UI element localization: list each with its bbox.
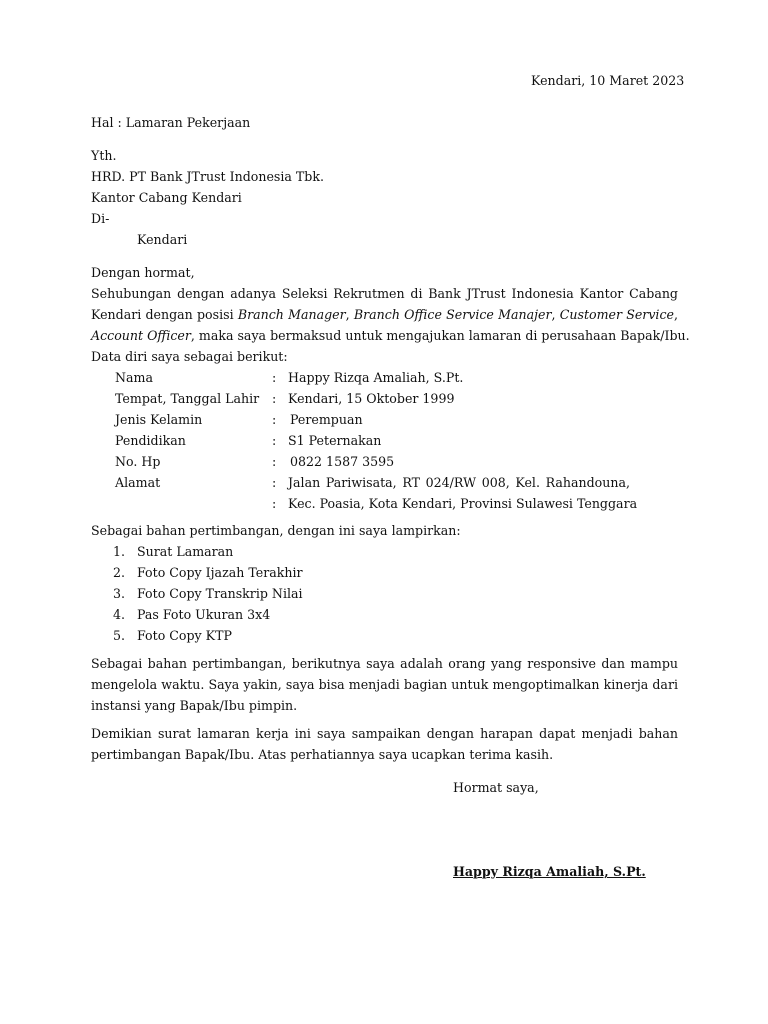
place-date: Kendari, 10 Maret 2023 [531, 73, 685, 88]
list-item: Pas Foto Ukuran 3x4 [137, 607, 271, 622]
personal-label: No. Hp [115, 454, 161, 469]
intro-suffix: , maka saya bermaksud untuk mengajukan lamaran di perusahaan Bapak/Ibu. [190, 328, 690, 343]
personal-label: Tempat, Tanggal Lahir [115, 391, 260, 406]
separator: , [673, 307, 678, 322]
list-item: Foto Copy Transkrip Nilai [137, 586, 303, 601]
personal-colon: : [272, 433, 277, 448]
list-number: 3. [113, 586, 126, 601]
recipient-city: Kendari [137, 232, 188, 247]
para2-line1: Sebagai bahan pertimbangan, berikutnya saya adalah orang yang responsive dan mampu [91, 656, 678, 671]
list-item: Foto Copy Ijazah Terakhir [137, 565, 303, 580]
recipient-yth: Yth. [91, 148, 117, 163]
personal-label: Jenis Kelamin [115, 412, 203, 427]
attach-intro: Sebagai bahan pertimbangan, dengan ini saya lampirkan: [91, 523, 461, 538]
list-number: 2. [113, 565, 126, 580]
list-number: 4. [113, 607, 126, 622]
recipient-line3: Di- [91, 211, 110, 226]
personal-colon: : [272, 370, 277, 385]
personal-colon: : [272, 454, 277, 469]
para2-line2: mengelola waktu. Saya yakin, saya bisa menjadi bagian untuk mengoptimalkan kinerja dari [91, 677, 678, 692]
personal-value: Kendari, 15 Oktober 1999 [288, 391, 455, 406]
intro-prefix: Kendari dengan posisi [91, 307, 238, 322]
list-item: Surat Lamaran [137, 544, 234, 559]
position-customer-service: Customer Service [559, 307, 674, 322]
list-item: Foto Copy KTP [137, 628, 232, 643]
subject-line: Hal : Lamaran Pekerjaan [91, 115, 251, 130]
closing: Hormat saya, [453, 780, 539, 795]
position-account-officer: Account Officer [91, 328, 191, 343]
intro-line3 [91, 328, 690, 344]
greeting: Dengan hormat, [91, 265, 195, 280]
personal-value: S1 Peternakan [288, 433, 382, 448]
signature-name: Happy Rizqa Amaliah, S.Pt. [453, 864, 646, 879]
position-branch-manager: Branch Manager [237, 307, 346, 322]
separator: , [551, 307, 560, 322]
intro-line2 [91, 307, 678, 323]
recipient-line1: HRD. PT Bank JTrust Indonesia Tbk. [91, 169, 325, 184]
personal-label: Nama [115, 370, 153, 385]
personal-value: Happy Rizqa Amaliah, S.Pt. [288, 370, 464, 385]
list-number: 1. [113, 544, 126, 559]
para3-line1: Demikian surat lamaran kerja ini saya sampaikan dengan harapan dapat menjadi bahan [91, 726, 678, 741]
intro-line1: Sehubungan dengan adanya Seleksi Rekrutmen di Bank JTrust Indonesia Kantor Cabang [91, 286, 678, 301]
personal-label: Alamat [115, 475, 161, 490]
personal-value: Kec. Poasia, Kota Kendari, Provinsi Sulawesi Tenggara [288, 496, 638, 511]
personal-value: Perempuan [290, 412, 363, 427]
para3-line2: pertimbangan Bapak/Ibu. Atas perhatiannya saya ucapkan terima kasih. [91, 747, 554, 762]
personal-label: Pendidikan [115, 433, 186, 448]
position-service-manager: Branch Office Service Manajer [353, 307, 552, 322]
list-number: 5. [113, 628, 126, 643]
separator: , [345, 307, 354, 322]
personal-colon: : [272, 391, 277, 406]
personal-colon: : [272, 475, 277, 490]
data-intro: Data diri saya sebagai berikut: [91, 349, 288, 364]
para2-line3: instansi yang Bapak/Ibu pimpin. [91, 698, 298, 713]
personal-value: Jalan Pariwisata, RT 024/RW 008, Kel. Rahandouna, [288, 475, 630, 490]
personal-colon: : [272, 412, 277, 427]
personal-colon: : [272, 496, 277, 511]
personal-value: 0822 1587 3595 [290, 454, 395, 469]
recipient-line2: Kantor Cabang Kendari [91, 190, 242, 205]
